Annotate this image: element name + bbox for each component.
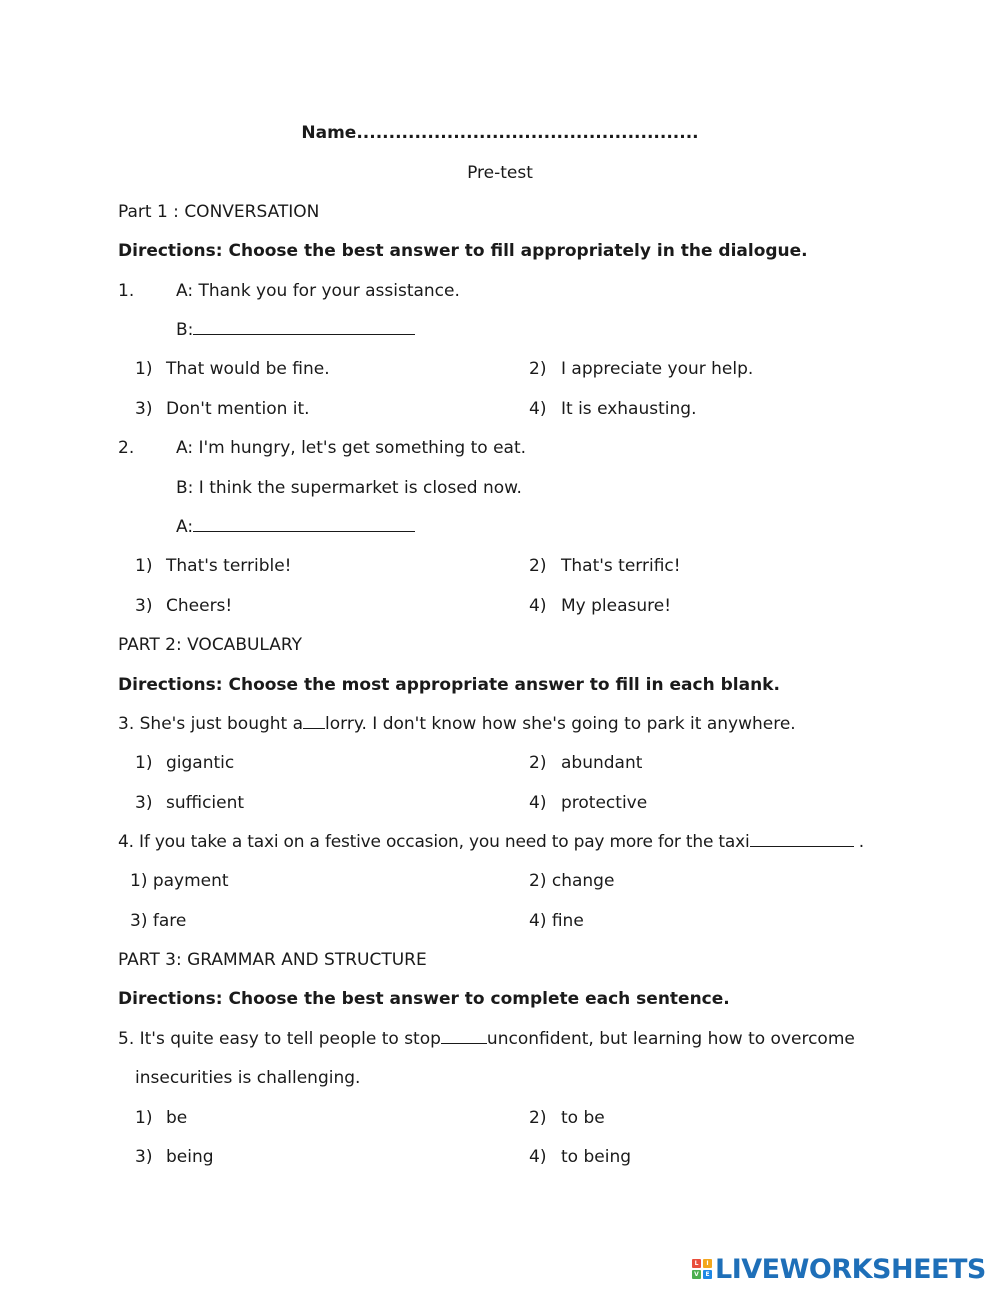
q3-option-1[interactable]: gigantic [166, 753, 235, 773]
page-title: Pre-test [467, 163, 533, 183]
q3-sentence [118, 713, 796, 735]
q5-option-4-num: 4) [529, 1147, 547, 1167]
q3-option-3[interactable]: sufficient [166, 793, 245, 813]
q3-option-2[interactable]: abundant [561, 753, 643, 773]
logo-badge-i: I [703, 1259, 712, 1268]
q1-option-3[interactable]: Don't mention it. [166, 399, 310, 419]
q4-option-1[interactable]: 1) payment [130, 871, 229, 891]
q4-prefix: 4. If you take a taxi on a festive occasion, you need to pay more for the taxi [118, 832, 750, 852]
q4-option-3[interactable]: 3) fare [130, 911, 187, 931]
part2-directions: Directions: Choose the most appropriate answer to fill in each blank. [118, 675, 780, 695]
q3-option-2-num: 2) [529, 753, 547, 773]
q3-suffix: lorry. I don't know how she's going to park it anywhere. [325, 714, 796, 734]
q5-line2: insecurities is challenging. [135, 1068, 361, 1088]
q5-option-4[interactable]: to being [561, 1147, 632, 1167]
q3-answer-blank[interactable] [303, 713, 325, 729]
q3-option-4[interactable]: protective [561, 793, 648, 813]
q2-option-4[interactable]: My pleasure! [561, 596, 672, 616]
q5-option-1-num: 1) [135, 1108, 153, 1128]
q5-prefix: 5. It's quite easy to tell people to stop [118, 1029, 441, 1049]
q2-line-a2 [176, 516, 415, 538]
q5-sentence [118, 1028, 855, 1050]
logo-text: LIVEWORKSHEETS [715, 1253, 986, 1285]
q1-line-b-prefix: B: [176, 320, 194, 340]
q2-option-4-num: 4) [529, 596, 547, 616]
part1-directions: Directions: Choose the best answer to fill appropriately in the dialogue. [118, 241, 808, 261]
logo-badge-e: E [703, 1270, 712, 1279]
q4-option-4[interactable]: 4) fine [529, 911, 584, 931]
q2-answer-blank[interactable] [193, 516, 415, 532]
q1-number: 1. [118, 281, 135, 301]
q1-line-a: A: Thank you for your assistance. [176, 281, 460, 301]
q2-line-b: B: I think the supermarket is closed now. [176, 478, 522, 498]
q1-option-3-num: 3) [135, 399, 153, 419]
q3-prefix: 3. She's just bought a [118, 714, 304, 734]
liveworksheets-logo[interactable] [692, 1252, 986, 1286]
q3-option-1-num: 1) [135, 753, 153, 773]
q1-option-2[interactable]: I appreciate your help. [561, 359, 754, 379]
q2-option-3[interactable]: Cheers! [166, 596, 233, 616]
q2-option-3-num: 3) [135, 596, 153, 616]
q2-option-2-num: 2) [529, 556, 547, 576]
name-field-label: Name..................................................... [301, 123, 699, 143]
q5-option-1[interactable]: be [166, 1108, 188, 1128]
q1-option-2-num: 2) [529, 359, 547, 379]
part3-directions: Directions: Choose the best answer to complete each sentence. [118, 989, 730, 1009]
q5-option-2-num: 2) [529, 1108, 547, 1128]
part2-heading: PART 2: VOCABULARY [118, 635, 303, 655]
q2-line-a2-prefix: A: [176, 517, 194, 537]
q4-suffix: . [853, 832, 864, 852]
q2-number: 2. [118, 438, 135, 458]
q2-option-2[interactable]: That's terrific! [561, 556, 681, 576]
q3-option-4-num: 4) [529, 793, 547, 813]
q4-sentence [118, 831, 864, 853]
q5-option-3-num: 3) [135, 1147, 153, 1167]
q4-option-2[interactable]: 2) change [529, 871, 615, 891]
q2-option-1[interactable]: That's terrible! [166, 556, 292, 576]
q1-answer-blank[interactable] [193, 319, 415, 335]
q5-option-2[interactable]: to be [561, 1108, 605, 1128]
q5-answer-blank[interactable] [441, 1028, 487, 1044]
logo-badge-l: L [692, 1259, 701, 1268]
q1-option-4-num: 4) [529, 399, 547, 419]
part3-heading: PART 3: GRAMMAR AND STRUCTURE [118, 950, 427, 970]
q3-option-3-num: 3) [135, 793, 153, 813]
part1-heading: Part 1 : CONVERSATION [118, 202, 320, 222]
logo-badge-icon [692, 1259, 712, 1279]
q5-suffix: unconfident, but learning how to overcome [486, 1029, 855, 1049]
q4-answer-blank[interactable] [750, 831, 854, 847]
logo-badge-v: V [692, 1270, 701, 1279]
q1-option-1-num: 1) [135, 359, 153, 379]
q1-line-b [176, 319, 415, 341]
q2-line-a: A: I'm hungry, let's get something to eat. [176, 438, 527, 458]
q1-option-1[interactable]: That would be fine. [166, 359, 330, 379]
q5-option-3[interactable]: being [166, 1147, 214, 1167]
q2-option-1-num: 1) [135, 556, 153, 576]
q1-option-4[interactable]: It is exhausting. [561, 399, 697, 419]
